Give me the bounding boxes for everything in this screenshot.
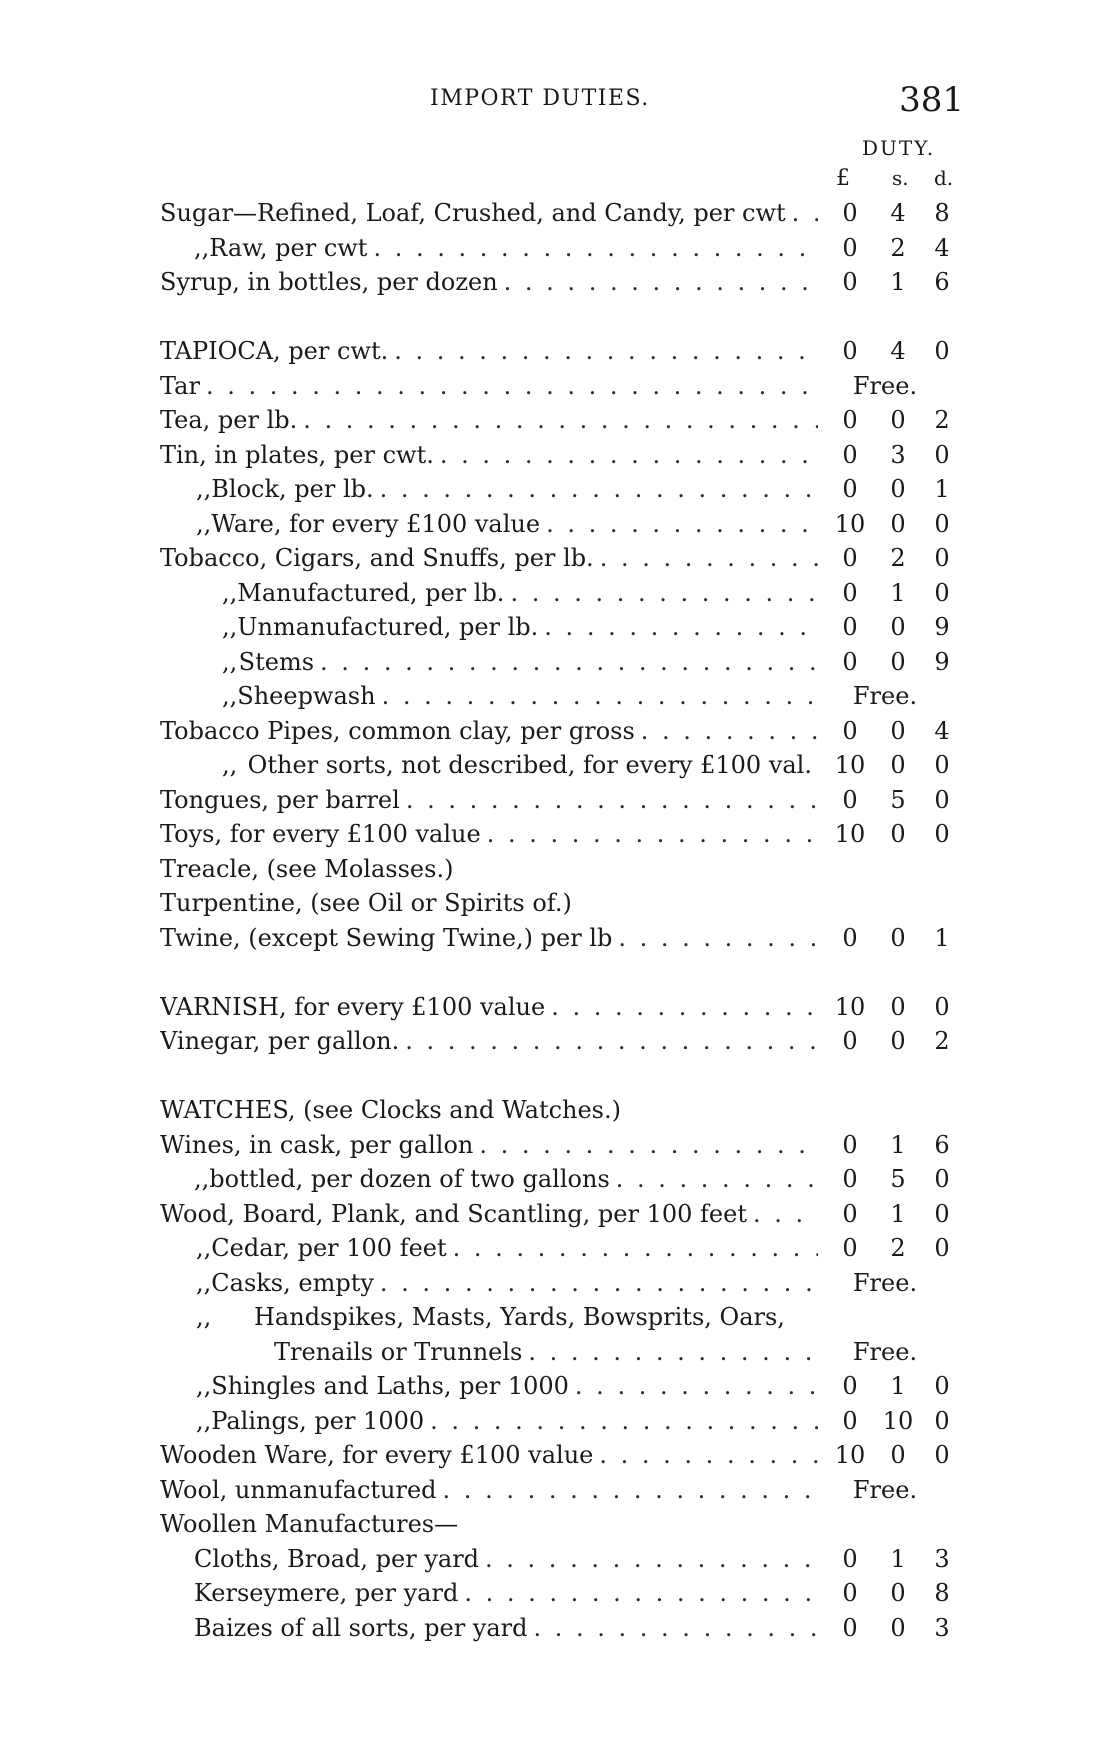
table-row: [0, 1162, 1114, 1197]
item-label: Syrup, in bottles, per dozen: [160, 268, 498, 296]
duty-pounds: 0: [842, 1579, 858, 1607]
leader-dots: [394, 334, 818, 369]
duty-pence: 6: [934, 1130, 950, 1159]
duty-pence: 0: [934, 1406, 950, 1435]
duty-free: Free.: [852, 371, 918, 400]
ditto-mark: ,,: [222, 682, 238, 710]
duty-pounds: 0: [842, 1199, 858, 1228]
table-row: [0, 1611, 1114, 1646]
table-row: [0, 852, 1114, 887]
item-label: Toys, for every £100 value: [160, 820, 481, 848]
duty-pence: 0: [934, 820, 950, 848]
duty-pounds: 0: [842, 613, 858, 641]
table-row: [0, 334, 1114, 369]
table-row: [0, 1507, 1114, 1542]
duty-pence: 0: [934, 544, 950, 572]
item-label: Shingles and Laths, per 1000: [211, 1372, 569, 1400]
duty-shillings: 0: [890, 923, 906, 952]
duty-pence: 0: [934, 1165, 950, 1193]
table-row: [0, 990, 1114, 1025]
duty-free: Free.: [852, 1475, 918, 1504]
duty-pence: 0: [934, 509, 950, 538]
item-label: Vinegar, per gallon.: [160, 1027, 400, 1055]
item-label: Stems: [238, 647, 315, 676]
duty-pounds: 10: [834, 509, 866, 538]
duty-pence: 6: [934, 268, 950, 296]
leader-dots: [406, 783, 818, 818]
duty-shillings: 0: [890, 647, 906, 676]
duty-shillings: 1: [890, 1544, 906, 1573]
duty-pounds: 0: [842, 406, 858, 434]
item-label: Tea, per lb.: [160, 406, 298, 434]
table-row: [0, 783, 1114, 818]
leader-dots: [510, 576, 818, 611]
table-row: [0, 748, 1114, 783]
duty-shillings: 0: [890, 716, 906, 745]
item-label: Treacle, (see Molasses.): [160, 854, 454, 883]
item-label: Kerseymere, per yard: [194, 1579, 459, 1607]
table-row: [0, 231, 1114, 266]
item-label: Turpentine, (see Oil or Spirits of.): [160, 889, 572, 917]
duty-pence: 1: [934, 475, 950, 503]
duty-pence: 0: [934, 1234, 950, 1262]
table-row: [0, 1369, 1114, 1404]
table-row: [0, 817, 1114, 852]
leader-dots: [792, 196, 818, 231]
duty-shillings: 4: [890, 337, 906, 365]
duty-pounds: 0: [842, 475, 858, 503]
duty-pence: 2: [934, 1027, 950, 1055]
ditto-mark: ,,: [196, 509, 212, 538]
duty-shillings: 5: [890, 785, 906, 814]
leader-dots: [600, 541, 818, 576]
ditto-mark: ,,: [196, 1268, 212, 1297]
item-label: Sheepwash: [237, 682, 376, 710]
table-row: [0, 403, 1114, 438]
duty-pounds: 0: [842, 268, 858, 296]
table-row: [0, 1438, 1114, 1473]
table-row: [0, 1335, 1114, 1370]
ditto-mark: ,,: [222, 751, 238, 779]
item-label: WATCHES, (see Clocks and Watches.): [160, 1096, 621, 1124]
duty-shillings: 1: [890, 1372, 906, 1400]
duty-shillings: 0: [890, 751, 906, 779]
duty-shillings: 1: [890, 1130, 906, 1159]
table-row: [0, 507, 1114, 542]
duty-shillings: 4: [890, 199, 906, 227]
item-label: Wood, Board, Plank, and Scantling, per 100 feet: [160, 1199, 747, 1228]
duty-pounds: 0: [842, 923, 858, 952]
item-label: Block, per lb.: [211, 475, 374, 503]
item-label: Ware, for every £100 value: [211, 509, 541, 538]
duty-pence: 3: [934, 1613, 950, 1642]
leader-dots: [382, 679, 818, 714]
duty-pence: 0: [934, 1199, 950, 1228]
item-label: Unmanufactured, per lb.: [237, 613, 539, 641]
leader-dots: [479, 1128, 818, 1163]
item-label: VARNISH, for every £100 value: [160, 992, 546, 1021]
leader-dots: [544, 610, 818, 645]
leader-dots: [405, 1024, 818, 1059]
duty-pence: 0: [934, 440, 950, 469]
item-label: Palings, per 1000: [211, 1406, 425, 1435]
duty-shillings: 1: [890, 268, 906, 296]
table-row: [0, 1300, 1114, 1335]
duty-pence: 0: [934, 751, 950, 779]
duty-pounds: 0: [842, 233, 858, 262]
leader-dots: [534, 1611, 819, 1646]
duty-pounds: 10: [834, 751, 866, 779]
table-row: [0, 576, 1114, 611]
leader-dots: [303, 403, 818, 438]
duty-pence: 8: [934, 1579, 950, 1607]
duty-pounds: 0: [842, 1372, 858, 1400]
table-row: [0, 610, 1114, 645]
duty-shillings: 0: [890, 1613, 906, 1642]
table-row: [0, 1128, 1114, 1163]
duty-pounds: 0: [842, 716, 858, 745]
duty-pounds: 0: [842, 647, 858, 676]
table-row: [0, 1404, 1114, 1439]
item-label: bottled, per dozen of two gallons: [209, 1165, 610, 1193]
duty-pence: 4: [934, 233, 950, 262]
ditto-mark: ,,: [196, 1303, 212, 1331]
item-label: Wool, unmanufactured: [160, 1475, 437, 1504]
section-gap: [0, 1059, 1114, 1094]
duty-shillings: 5: [890, 1165, 906, 1193]
table-row: [0, 1473, 1114, 1508]
duty-pence: 0: [934, 1441, 950, 1469]
item-label: Tongues, per barrel: [160, 785, 400, 814]
table-row: [0, 369, 1114, 404]
running-head: [0, 80, 1114, 120]
duty-table: [0, 196, 1114, 1645]
leader-dots: [206, 369, 818, 404]
item-label: Handspikes, Masts, Yards, Bowsprits, Oars,: [254, 1303, 785, 1331]
duty-pounds: 0: [842, 1165, 858, 1193]
table-row: [0, 714, 1114, 749]
item-label: Tar: [160, 371, 200, 400]
duty-shillings: 0: [890, 406, 906, 434]
leader-dots: [546, 507, 818, 542]
item-label: Baizes of all sorts, per yard: [194, 1613, 528, 1642]
item-label: Cloths, Broad, per yard: [194, 1544, 480, 1573]
pence-column-header: d.: [934, 166, 954, 190]
item-label: Woollen Manufactures—: [160, 1510, 459, 1538]
item-label: Casks, empty: [211, 1268, 374, 1297]
duty-shillings: 3: [890, 440, 906, 469]
duty-pounds: 0: [842, 1544, 858, 1573]
item-label: TAPIOCA, per cwt.: [160, 337, 389, 365]
table-row: [0, 1576, 1114, 1611]
ditto-mark: ,,: [222, 613, 238, 641]
leader-dots: [320, 645, 818, 680]
item-label: Manufactured, per lb.: [237, 578, 505, 607]
duty-shillings: 0: [890, 613, 906, 641]
duty-free: Free.: [852, 682, 918, 710]
duty-pounds: 0: [842, 1406, 858, 1435]
leader-dots: [616, 1162, 818, 1197]
table-row: [0, 1093, 1114, 1128]
leader-dots: [504, 265, 818, 300]
duty-pounds: 10: [834, 1441, 866, 1469]
item-label: Twine, (except Sewing Twine,) per lb: [160, 923, 613, 952]
shillings-column-header: s.: [892, 166, 909, 190]
duty-pence: 0: [934, 992, 950, 1021]
table-row: [0, 196, 1114, 231]
table-row: [0, 679, 1114, 714]
table-row: [0, 645, 1114, 680]
duty-shillings: 2: [890, 544, 906, 572]
item-label: Wines, in cask, per gallon: [160, 1130, 474, 1159]
ditto-mark: ,,: [196, 1234, 212, 1262]
ditto-mark: ,,: [194, 1165, 210, 1193]
duty-shillings: 2: [890, 233, 906, 262]
table-row: [0, 921, 1114, 956]
leader-dots: [453, 1231, 818, 1266]
table-row: [0, 1542, 1114, 1577]
duty-pounds: 10: [834, 820, 866, 848]
pounds-column-header: £: [836, 166, 850, 191]
leader-dots: [575, 1369, 818, 1404]
duty-shillings: 0: [890, 475, 906, 503]
duty-pence: 9: [934, 613, 950, 641]
duty-pounds: 0: [842, 1234, 858, 1262]
duty-pounds: 10: [834, 992, 866, 1021]
duty-pounds: 0: [842, 337, 858, 365]
duty-shillings: 1: [890, 578, 906, 607]
table-row: [0, 1266, 1114, 1301]
duty-shillings: 0: [890, 820, 906, 848]
item-label: Tin, in plates, per cwt.: [160, 440, 434, 469]
duty-pence: 0: [934, 337, 950, 365]
table-row: [0, 1197, 1114, 1232]
duty-shillings: 10: [882, 1406, 914, 1435]
duty-column-header: DUTY.: [862, 136, 936, 160]
leader-dots: [618, 921, 818, 956]
leader-dots: [380, 1266, 818, 1301]
table-row: [0, 541, 1114, 576]
duty-shillings: 1: [890, 1199, 906, 1228]
leader-dots: [599, 1438, 818, 1473]
duty-pence: 2: [934, 406, 950, 434]
section-gap: [0, 955, 1114, 990]
duty-shillings: 0: [890, 1579, 906, 1607]
leader-dots: [528, 1335, 818, 1370]
item-label: Sugar—Refined, Loaf, Crushed, and Candy, per cwt: [160, 199, 786, 227]
section-gap: [0, 300, 1114, 335]
item-label: Trenails or Trunnels: [274, 1337, 523, 1366]
leader-dots: [551, 990, 818, 1025]
leader-dots: [753, 1197, 818, 1232]
duty-shillings: 0: [890, 1027, 906, 1055]
item-label: Wooden Ware, for every £100 value: [160, 1441, 594, 1469]
duty-pounds: 0: [842, 544, 858, 572]
ditto-mark: ,,: [196, 475, 212, 503]
leader-dots: [443, 1473, 818, 1508]
table-row: [0, 886, 1114, 921]
duty-pence: 1: [934, 923, 950, 952]
duty-pounds: 0: [842, 1130, 858, 1159]
duty-shillings: 0: [890, 992, 906, 1021]
duty-pounds: 0: [842, 1027, 858, 1055]
leader-dots: [373, 231, 818, 266]
ditto-mark: ,,: [196, 1372, 212, 1400]
leader-dots: [464, 1576, 818, 1611]
leader-dots: [440, 438, 818, 473]
duty-pence: 8: [934, 199, 950, 227]
leader-dots: [641, 714, 818, 749]
item-label: Cedar, per 100 feet: [211, 1234, 447, 1262]
duty-shillings: 2: [890, 1234, 906, 1262]
duty-shillings: 0: [890, 509, 906, 538]
leader-dots: [430, 1404, 818, 1439]
item-label: Raw, per cwt: [209, 233, 368, 262]
duty-pence: 9: [934, 647, 950, 676]
item-label: Tobacco, Cigars, and Snuffs, per lb.: [160, 544, 594, 572]
table-row: [0, 265, 1114, 300]
duty-pence: 0: [934, 1372, 950, 1400]
duty-pence: 4: [934, 716, 950, 745]
duty-pence: 3: [934, 1544, 950, 1573]
duty-pounds: 0: [842, 1613, 858, 1642]
page-number: 381: [899, 80, 964, 120]
ditto-mark: ,,: [222, 578, 238, 607]
duty-pounds: 0: [842, 440, 858, 469]
duty-free: Free.: [852, 1268, 918, 1297]
item-label: Other sorts, not described, for every £100 val.: [247, 751, 812, 779]
duty-pence: 0: [934, 578, 950, 607]
leader-dots: [380, 472, 818, 507]
ditto-mark: ,,: [194, 233, 210, 262]
table-row: [0, 1024, 1114, 1059]
leader-dots: [487, 817, 818, 852]
duty-pounds: 0: [842, 199, 858, 227]
item-label: Tobacco Pipes, common clay, per gross: [160, 716, 635, 745]
ditto-mark: ,,: [222, 647, 238, 676]
duty-shillings: 0: [890, 1441, 906, 1469]
duty-pounds: 0: [842, 578, 858, 607]
duty-free: Free.: [852, 1337, 918, 1366]
running-title: IMPORT DUTIES.: [430, 86, 650, 111]
leader-dots: [485, 1542, 818, 1577]
table-row: [0, 472, 1114, 507]
duty-pounds: 0: [842, 785, 858, 814]
table-row: [0, 438, 1114, 473]
table-row: [0, 1231, 1114, 1266]
ditto-mark: ,,: [196, 1406, 212, 1435]
duty-pence: 0: [934, 785, 950, 814]
